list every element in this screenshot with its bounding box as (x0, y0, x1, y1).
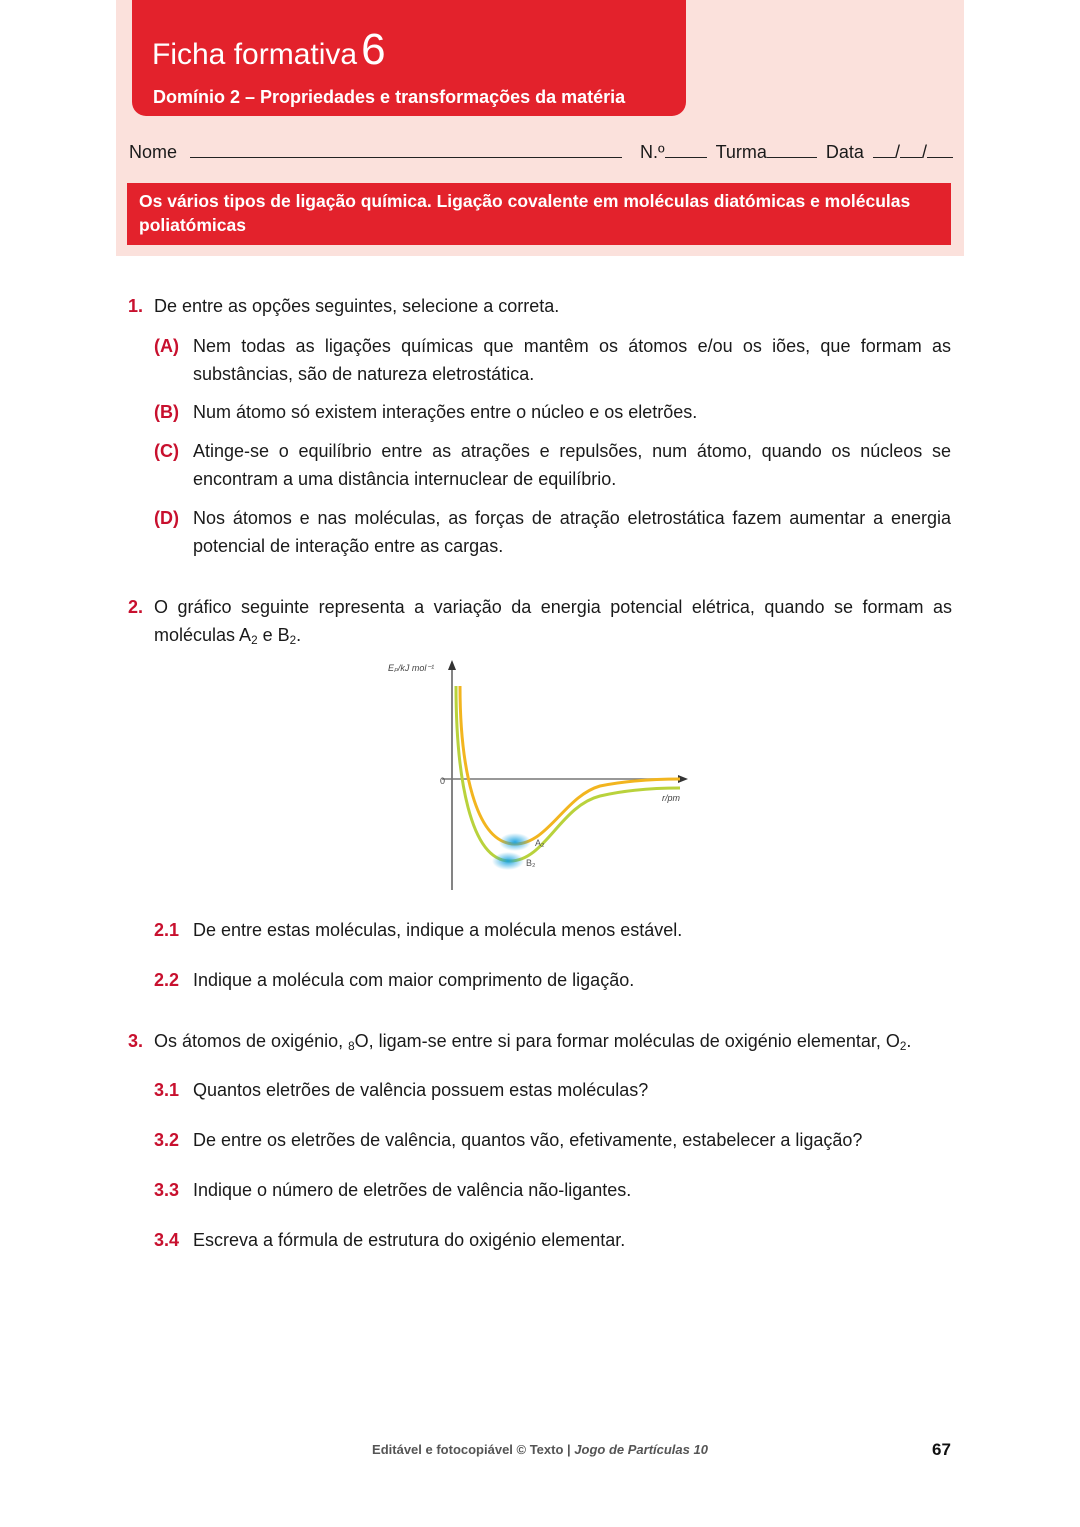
date-label: Data (825, 142, 864, 162)
q1-number: 1. (128, 296, 144, 316)
worksheet-title (152, 25, 386, 75)
y-axis-label: Eₚ/kJ mol⁻¹ (388, 663, 435, 673)
y-axis-arrow (448, 660, 456, 670)
q3-subscript: 2 (899, 1039, 907, 1053)
q3-subscript: 8 (348, 1039, 355, 1053)
curve-b2 (456, 686, 680, 861)
name-label: Nome (129, 142, 178, 162)
q2-text-part: O gráfico seguinte representa a variação da energia potencial elétrica, quando se formam as moléculas A (154, 597, 952, 645)
number-field[interactable] (665, 139, 707, 158)
x-axis-label: r/pm (662, 793, 680, 803)
q1-option-label: (B) (154, 402, 179, 422)
q3-4-number: 3.4 (154, 1230, 180, 1250)
date-day-field[interactable] (873, 139, 895, 158)
q1-option-text: Nem todas as ligações químicas que mantêm os átomos e/ou os iões, que formam as substâncias, são de natureza eletrostática. (193, 336, 951, 384)
footer-text: Editável e fotocopiável © Texto | (372, 1442, 575, 1457)
date-year-field[interactable] (927, 139, 953, 158)
q3-3-number: 3.3 (154, 1180, 180, 1200)
class-label: Turma (715, 142, 767, 162)
student-info-row (129, 139, 953, 164)
q1-option-text: Atinge-se o equilíbrio entre as atrações e repulsões, num átomo, quando os núcleos se encontram a uma distância internuclear de equilíbrio. (193, 441, 951, 489)
series-label-b2: B₂ (526, 858, 536, 868)
molecule-b2-marker (492, 852, 524, 870)
q1-option-label: (C) (154, 441, 179, 461)
q3-3-text: Indique o número de eletrões de valência não-ligantes. (193, 1180, 632, 1200)
q2-subscript: 2 (251, 633, 258, 647)
energy-chart (380, 656, 700, 896)
y-tick-zero: 0 (440, 776, 446, 786)
curve-a2 (460, 686, 680, 844)
class-field[interactable] (767, 139, 817, 158)
q1-option-label: (A) (154, 336, 179, 356)
q2-text (154, 593, 952, 655)
number-label: N.º (639, 142, 665, 162)
page-number: 67 (932, 1440, 951, 1459)
q1-text: De entre as opções seguintes, selecione a correta. (154, 296, 560, 316)
q1-option-text: Nos átomos e nas moléculas, as forças de atração eletrostática fazem aumentar a energia potencial de interação entre as cargas. (193, 508, 951, 556)
q3-text-part: Os átomos de oxigénio, (154, 1031, 349, 1051)
q3-number: 3. (128, 1031, 144, 1051)
molecule-a2-marker (499, 833, 531, 851)
q2-text-part: . (296, 625, 302, 645)
date-month-field[interactable] (900, 139, 922, 158)
q2-2-number: 2.2 (154, 970, 180, 990)
q3-1-number: 3.1 (154, 1080, 180, 1100)
q3-2-number: 3.2 (154, 1130, 180, 1150)
q3-1-text: Quantos eletrões de valência possuem estas moléculas? (193, 1080, 649, 1100)
q2-subscript: 2 (289, 633, 297, 647)
q1-option-label: (D) (154, 508, 179, 528)
worksheet-title-text: Ficha formativa (152, 38, 358, 71)
q2-1-text: De entre estas moléculas, indique a molécula menos estável. (193, 920, 683, 940)
footer-book-title: Jogo de Partículas 10 (574, 1442, 708, 1457)
topic-banner: Os vários tipos de ligação química. Ligação covalente em moléculas diatómicas e moléculas poliatómicas (127, 183, 951, 245)
worksheet-subtitle: Domínio 2 – Propriedades e transformações da matéria (153, 87, 626, 107)
q2-number: 2. (128, 597, 144, 617)
q3-text-part: . (906, 1031, 912, 1051)
q3-4-text: Escreva a fórmula de estrutura do oxigénio elementar. (193, 1230, 626, 1250)
page-footer (0, 1442, 1080, 1457)
right-fields: N.º Turma Data / / (640, 139, 953, 164)
q2-1-number: 2.1 (154, 920, 180, 940)
q3-text (154, 1027, 952, 1061)
q3-2-text: De entre os eletrões de valência, quantos vão, efetivamente, estabelecer a ligação? (193, 1130, 863, 1150)
series-label-a2: A₂ (535, 838, 545, 848)
name-field[interactable] (190, 139, 622, 158)
q2-text-part: e B (257, 625, 290, 645)
worksheet-number: 6 (361, 25, 386, 74)
q2-2-text: Indique a molécula com maior comprimento de ligação. (193, 970, 635, 990)
q1-option-text: Num átomo só existem interações entre o núcleo e os eletrões. (193, 402, 698, 422)
q3-text-part: O, ligam-se entre si para formar moléculas de oxigénio elementar, O (354, 1031, 900, 1051)
